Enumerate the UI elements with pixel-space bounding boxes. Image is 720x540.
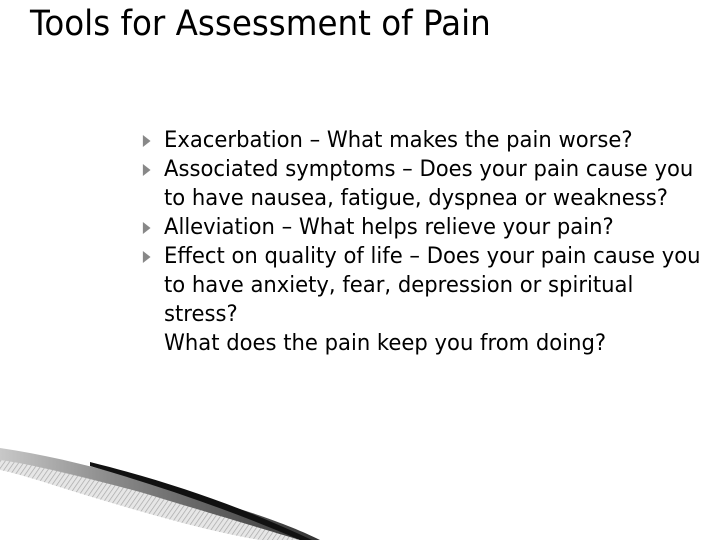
bullet-item-alleviation: [164, 213, 702, 242]
bullet-item-exacerbation: [164, 126, 702, 155]
bullet-arrow-icon: [143, 135, 151, 147]
bullet-arrow-icon: [143, 164, 151, 176]
bullet-item-associated-symptoms: [164, 155, 702, 213]
bullet-text: Alleviation – What helps relieve your pain?: [164, 215, 614, 240]
bullet-text: Effect on quality of life – Does your pain cause you to have anxiety, fear, depression or spiritual stress?: [164, 244, 701, 327]
bullet-continuation-text: What does the pain keep you from doing?: [164, 331, 607, 356]
bullet-arrow-icon: [143, 222, 151, 234]
bullet-item-quality-of-life: [164, 242, 702, 358]
bullet-list: [164, 126, 702, 358]
slide-title: Tools for Assessment of Pain: [30, 4, 491, 44]
bullet-text: Exacerbation – What makes the pain worse?: [164, 128, 633, 153]
bullet-text: Associated symptoms – Does your pain cause you to have nausea, fatigue, dyspnea or weakness?: [164, 157, 694, 211]
decorative-swoosh: [0, 440, 720, 540]
bullet-arrow-icon: [143, 251, 151, 263]
